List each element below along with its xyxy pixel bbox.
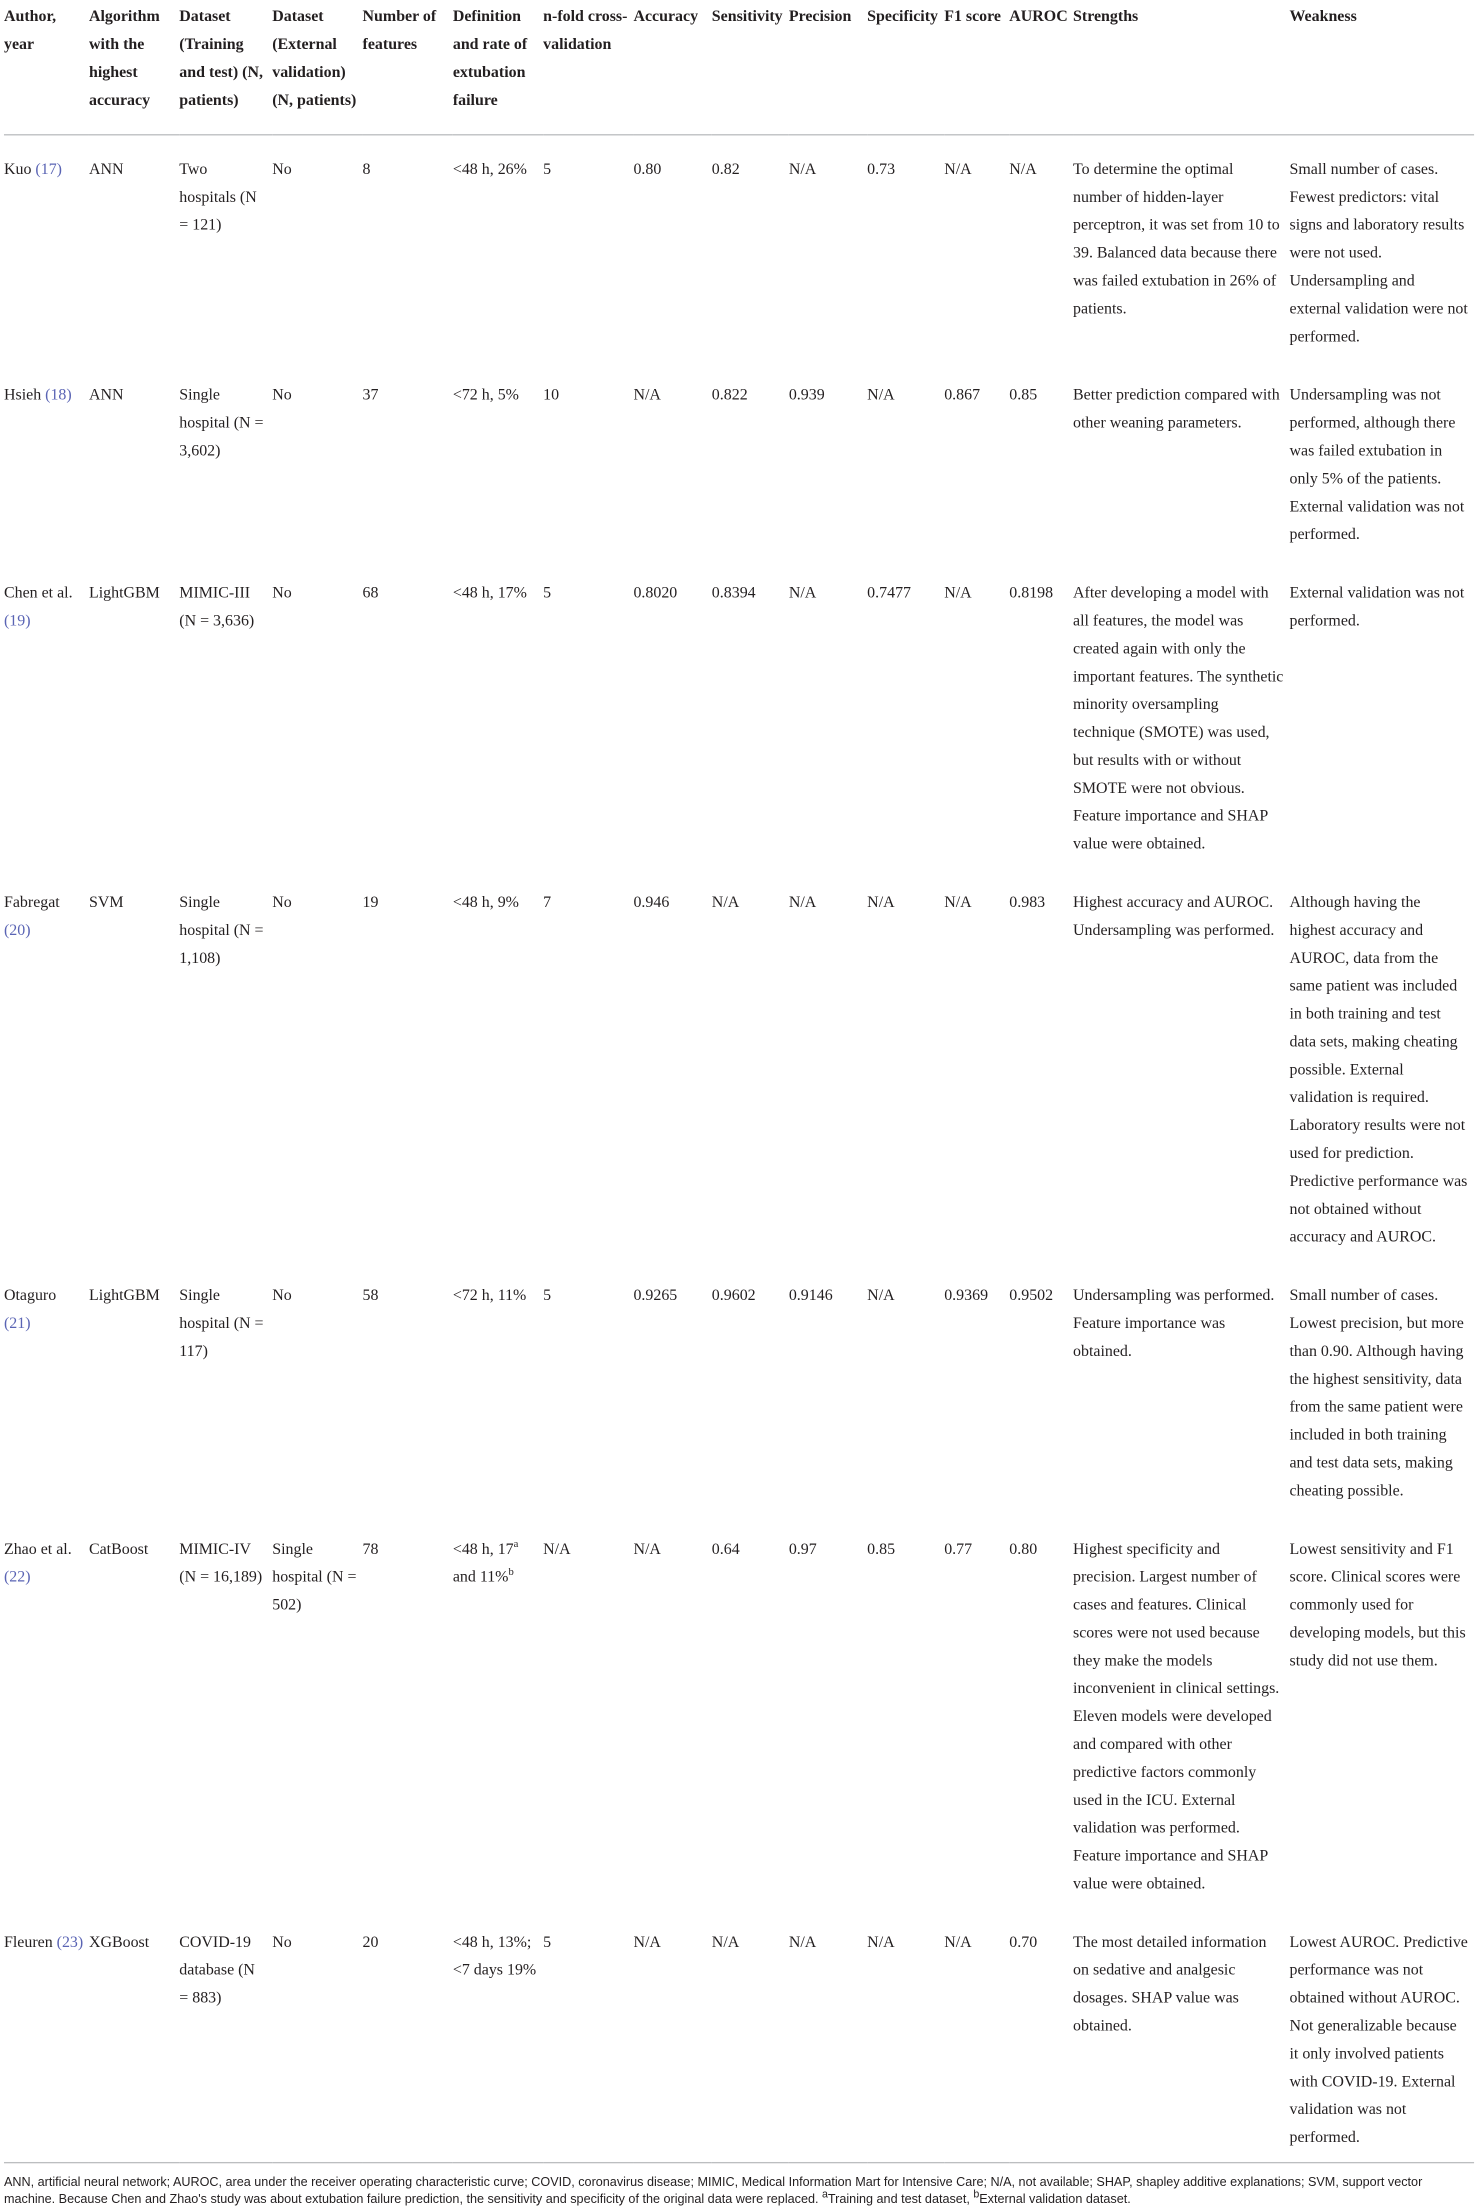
footnote-note-a: Training and test dataset,: [827, 2192, 974, 2208]
reference-link[interactable]: (22): [3, 1567, 31, 1586]
table-row: [4, 559, 1474, 868]
precision-cell: N/A: [788, 1932, 817, 1951]
dataset-external-cell: No: [272, 582, 292, 602]
precision-cell: 0.97: [788, 1539, 817, 1558]
algorithm-cell: ANN: [88, 385, 124, 404]
author-name: Chen et al.: [3, 582, 73, 602]
definition-text-continued: and 11%: [452, 1567, 509, 1586]
nfold-cell: 7: [543, 892, 552, 912]
header-nfold: n-fold cross-validation: [543, 6, 628, 54]
precision-cell: N/A: [788, 892, 817, 912]
dataset-external-cell: No: [272, 159, 292, 178]
specificity-cell: N/A: [867, 1932, 895, 1951]
specificity-cell: 0.7477: [867, 582, 912, 602]
footnote-note-b: External validation dataset.: [979, 2192, 1131, 2208]
algorithm-cell: XGBoost: [88, 1932, 150, 1951]
strengths-cell: Highest accuracy and AUROC. Undersampling was performed.: [1073, 892, 1275, 939]
dataset-train-cell: Single hospital (N = 117): [179, 1285, 264, 1360]
auroc-cell: N/A: [1009, 159, 1037, 178]
features-cell: 58: [362, 1285, 379, 1305]
sensitivity-cell: 0.64: [711, 1539, 740, 1558]
nfold-cell: N/A: [543, 1539, 571, 1558]
reference-link[interactable]: (17): [35, 159, 62, 178]
sensitivity-cell: 0.822: [711, 385, 748, 404]
dataset-train-cell: Two hospitals (N = 121): [179, 159, 257, 234]
definition-cell: <48 h, 9%: [452, 892, 519, 912]
definition-cell: <72 h, 5%: [452, 385, 519, 404]
features-cell: 8: [362, 159, 371, 178]
strengths-cell: Highest specificity and precision. Largest number of cases and features. Clinical scores were not used because they make the models inconvenient in clinical settings. Eleven models were developed and compared with other predictive factors commonly used in the ICU. External validation was performed. Feature importance and SHAP value were obtained.: [1073, 1539, 1280, 1893]
header-definition: Definition and rate of extubation failure: [452, 6, 528, 109]
header-weakness: Weakness: [1289, 6, 1357, 26]
f1-cell: N/A: [944, 582, 972, 602]
header-dataset-external: Dataset (External validation) (N, patients): [272, 6, 357, 109]
author-name: Kuo: [3, 159, 32, 178]
strengths-cell: Better prediction compared with other weaning parameters.: [1073, 385, 1280, 432]
weakness-cell: Undersampling was not performed, although there was failed extubation in only 5% of the patients. External validation was not performed.: [1289, 385, 1465, 544]
definition-cell: [453, 1515, 543, 1908]
header-dataset-train: Dataset (Training and test) (N, patients): [179, 6, 263, 109]
sensitivity-cell: N/A: [711, 1932, 740, 1951]
author-cell: [4, 361, 89, 559]
accuracy-cell: 0.946: [633, 892, 670, 912]
reference-link[interactable]: (23): [56, 1932, 84, 1951]
weakness-cell: Lowest AUROC. Predictive performance was not obtained without AUROC. Not generalizable because it only involved patients with COVID-19. External validation was not performed.: [1289, 1932, 1468, 2147]
dataset-train-cell: Single hospital (N = 1,108): [179, 892, 264, 967]
table-row: [4, 135, 1474, 361]
precision-cell: 0.9146: [788, 1285, 833, 1305]
comparison-table: [4, 3, 1474, 2164]
accuracy-cell: 0.80: [633, 159, 662, 178]
weakness-cell: Although having the highest accuracy and AUROC, data from the same patient was included in both training and test data sets, making cheating possible. External validation is required. Laboratory results were not used for prediction. Predictive performance was not obtained without accuracy and AUROC.: [1289, 892, 1468, 1246]
nfold-cell: 10: [543, 385, 560, 404]
auroc-cell: 0.9502: [1009, 1285, 1054, 1305]
dataset-train-cell: MIMIC-III (N = 3,636): [179, 582, 255, 630]
nfold-cell: 5: [543, 582, 552, 602]
table-row: [4, 1262, 1474, 1516]
table-footnote: [4, 2174, 1473, 2208]
table-row: [4, 869, 1474, 1262]
definition-cell: <48 h, 26%: [452, 159, 527, 178]
dataset-train-cell: COVID-19 database (N = 883): [179, 1932, 255, 2007]
reference-link[interactable]: (18): [45, 385, 72, 404]
features-cell: 68: [362, 582, 379, 602]
accuracy-cell: 0.8020: [633, 582, 678, 602]
sensitivity-cell: 0.82: [711, 159, 740, 178]
sensitivity-cell: 0.9602: [711, 1285, 756, 1305]
header-specificity: Specificity: [867, 6, 939, 26]
footnote-marker-a: a: [513, 1537, 519, 1550]
sensitivity-cell: 0.8394: [711, 582, 756, 602]
weakness-cell: External validation was not performed.: [1289, 582, 1465, 630]
footnote-marker-b: b: [508, 1565, 514, 1578]
dataset-train-cell: MIMIC-IV (N = 16,189): [179, 1539, 263, 1586]
auroc-cell: 0.85: [1009, 385, 1038, 404]
precision-cell: N/A: [788, 159, 817, 178]
header-strengths: Strengths: [1073, 6, 1139, 26]
specificity-cell: 0.73: [867, 159, 896, 178]
author-cell: [4, 1908, 89, 2162]
nfold-cell: 5: [543, 1932, 552, 1951]
reference-link[interactable]: (19): [3, 610, 31, 630]
footnote-text: ANN, artificial neural network; AUROC, area under the receiver operating characteristic curve; COVID, coronavirus disease; MIMIC, Medical Information Mart for Intensive Care; N/A, not available; SHAP, shapley additive explanations; SVM, support vector machine. Because Chen and Zhao's study was about extubation failure prediction, the sensitivity and specificity of the original data were replaced.: [3, 2175, 1423, 2208]
dataset-external-cell: No: [272, 1932, 292, 1951]
header-features: Number of features: [362, 6, 437, 54]
author-name: Hsieh: [3, 385, 42, 404]
header-sensitivity: Sensitivity: [711, 6, 783, 26]
author-name: Fleuren: [3, 1932, 53, 1951]
f1-cell: 0.77: [944, 1539, 973, 1558]
f1-cell: 0.9369: [944, 1285, 989, 1305]
table-row: [4, 361, 1474, 559]
author-name: Otaguro: [3, 1285, 57, 1305]
f1-cell: N/A: [944, 1932, 972, 1951]
sensitivity-cell: N/A: [711, 892, 740, 912]
auroc-cell: 0.80: [1009, 1539, 1038, 1558]
auroc-cell: 0.983: [1009, 892, 1046, 912]
algorithm-cell: LightGBM: [88, 1285, 160, 1305]
specificity-cell: N/A: [867, 1285, 895, 1305]
nfold-cell: 5: [543, 159, 552, 178]
nfold-cell: 5: [543, 1285, 552, 1305]
precision-cell: 0.939: [788, 385, 825, 404]
accuracy-cell: N/A: [633, 1539, 661, 1558]
reference-link[interactable]: (21): [3, 1313, 31, 1332]
header-precision: Precision: [788, 6, 852, 26]
accuracy-cell: N/A: [633, 385, 661, 404]
algorithm-cell: ANN: [88, 159, 124, 178]
header-accuracy: Accuracy: [633, 6, 699, 26]
footnote-sup-a: a: [822, 2188, 828, 2201]
header-algorithm: Algorithm with the highest accuracy: [88, 6, 160, 109]
author-cell: [4, 1515, 89, 1908]
precision-cell: N/A: [788, 582, 817, 602]
features-cell: 19: [362, 892, 379, 912]
dataset-external-cell: No: [272, 1285, 292, 1305]
f1-cell: N/A: [944, 159, 972, 178]
strengths-cell: After developing a model with all features, the model was created again with only the important features. The synthetic minority oversampling technique (SMOTE) was used, but results with or without SMOTE were not obvious. Feature importance and SHAP value were obtained.: [1073, 582, 1284, 853]
accuracy-cell: 0.9265: [633, 1285, 678, 1305]
strengths-cell: Undersampling was performed. Feature importance was obtained.: [1073, 1285, 1275, 1360]
f1-cell: N/A: [944, 892, 972, 912]
footnote-sup-b: b: [973, 2188, 980, 2201]
definition-cell: <72 h, 11%: [452, 1285, 527, 1305]
author-cell: [4, 135, 89, 361]
dataset-external-cell: No: [272, 892, 292, 912]
specificity-cell: 0.85: [867, 1539, 896, 1558]
features-cell: 20: [362, 1932, 379, 1951]
f1-cell: 0.867: [944, 385, 981, 404]
definition-cell: <48 h, 13%; <7 days 19%: [452, 1932, 537, 1979]
weakness-cell: Small number of cases. Fewest predictors: vital signs and laboratory results were not used. Undersampling and external validation were not performed.: [1289, 159, 1468, 346]
dataset-external-cell: Single hospital (N = 502): [272, 1539, 357, 1614]
weakness-cell: Lowest sensitivity and F1 score. Clinical scores were commonly used for developing models, but this study did not use them.: [1289, 1539, 1466, 1670]
algorithm-cell: SVM: [88, 892, 124, 912]
table-row: [4, 1515, 1474, 1908]
author-name: Zhao et al.: [3, 1539, 72, 1558]
table-row: [4, 1908, 1474, 2162]
dataset-train-cell: Single hospital (N = 3,602): [179, 385, 264, 460]
dataset-external-cell: No: [272, 385, 292, 404]
features-cell: 37: [362, 385, 379, 404]
weakness-cell: Small number of cases. Lowest precision, but more than 0.90. Although having the highest sensitivity, data from the same patient were included in both training and test data sets, making cheating possible.: [1289, 1285, 1464, 1500]
accuracy-cell: N/A: [633, 1932, 661, 1951]
header-author: Author, year: [3, 6, 57, 54]
definition-cell: <48 h, 17%: [452, 582, 527, 602]
features-cell: 78: [362, 1539, 379, 1558]
algorithm-cell: CatBoost: [88, 1539, 149, 1558]
strengths-cell: The most detailed information on sedative and analgesic dosages. SHAP value was obtained.: [1073, 1932, 1267, 2035]
author-cell: [4, 559, 89, 868]
auroc-cell: 0.70: [1009, 1932, 1038, 1951]
algorithm-cell: LightGBM: [88, 582, 160, 602]
header-auroc: AUROC: [1009, 6, 1068, 26]
author-name: Fabregat: [3, 892, 60, 912]
author-cell: [4, 1262, 89, 1516]
header-f1: F1 score: [944, 6, 1002, 26]
header-row: [4, 3, 1474, 135]
reference-link[interactable]: (20): [3, 920, 31, 939]
strengths-cell: To determine the optimal number of hidden-layer perceptron, it was set from 10 to 39. Balanced data because there was failed extubation in 26% of patients.: [1073, 159, 1280, 318]
specificity-cell: N/A: [867, 892, 895, 912]
definition-text: <48 h, 17: [452, 1539, 514, 1558]
auroc-cell: 0.8198: [1009, 582, 1054, 602]
specificity-cell: N/A: [867, 385, 895, 404]
author-cell: [4, 869, 89, 1262]
